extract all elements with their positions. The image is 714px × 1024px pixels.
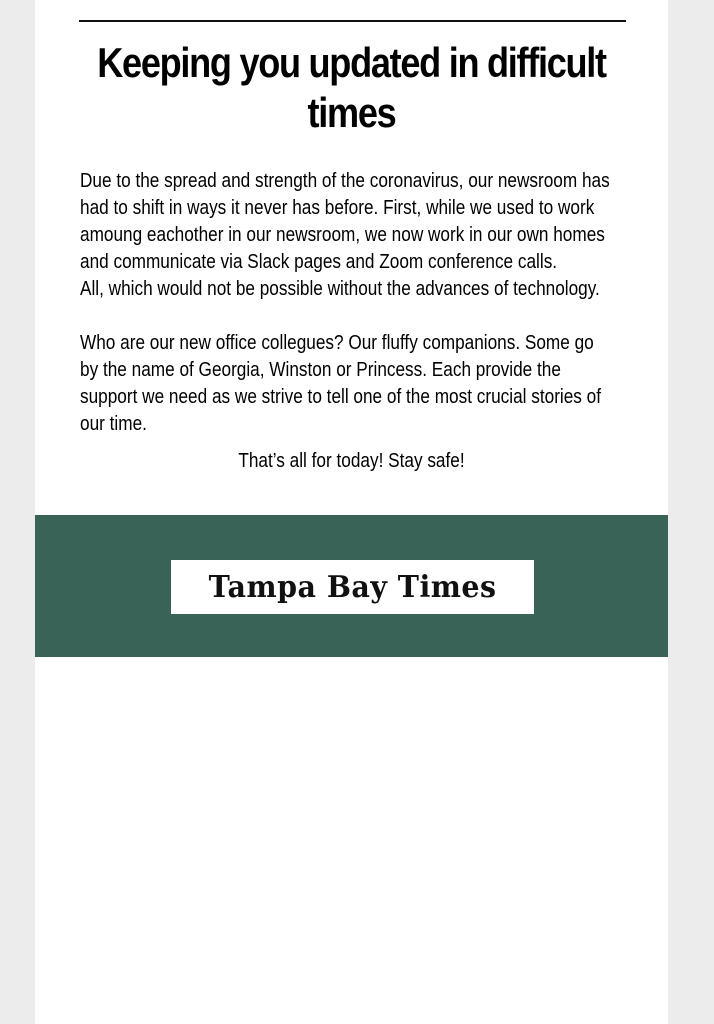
paragraph-gap	[80, 303, 562, 330]
paragraph-1-line: and communicate via Slack pages and Zoom conference calls.	[80, 251, 558, 273]
footer-band	[35, 515, 668, 657]
paragraph-1-line: All, which would not be possible without the advances of technology.	[80, 278, 600, 300]
paragraph-2-line: by the name of Georgia, Winston or Princess. Each provide the	[80, 359, 561, 381]
newsletter-page	[35, 0, 668, 1024]
paragraph-2-line: Who are our new office collegues? Our fluffy companions. Some go	[80, 332, 594, 354]
paragraph-2-line: our time.	[80, 413, 147, 435]
paragraph-1-line: had to shift in ways it never has before. First, while we used to work	[80, 197, 595, 219]
paragraph-1-line: amoung eachother in our newsroom, we now work in our own homes	[80, 224, 605, 246]
signoff-text: That’s all for today! Stay safe!	[238, 450, 465, 472]
top-divider	[79, 20, 626, 22]
tampa-bay-times-logo[interactable]	[171, 560, 534, 614]
logo-wordmark: Tampa Bay Times	[208, 569, 497, 605]
headline: Keeping you updated in difficult times	[97, 39, 606, 136]
paragraph-2-line: support we need as we strive to tell one of the most crucial stories of	[80, 386, 602, 408]
article-body	[80, 168, 610, 438]
paragraph-1-line: Due to the spread and strength of the coronavirus, our newsroom has	[80, 170, 610, 192]
